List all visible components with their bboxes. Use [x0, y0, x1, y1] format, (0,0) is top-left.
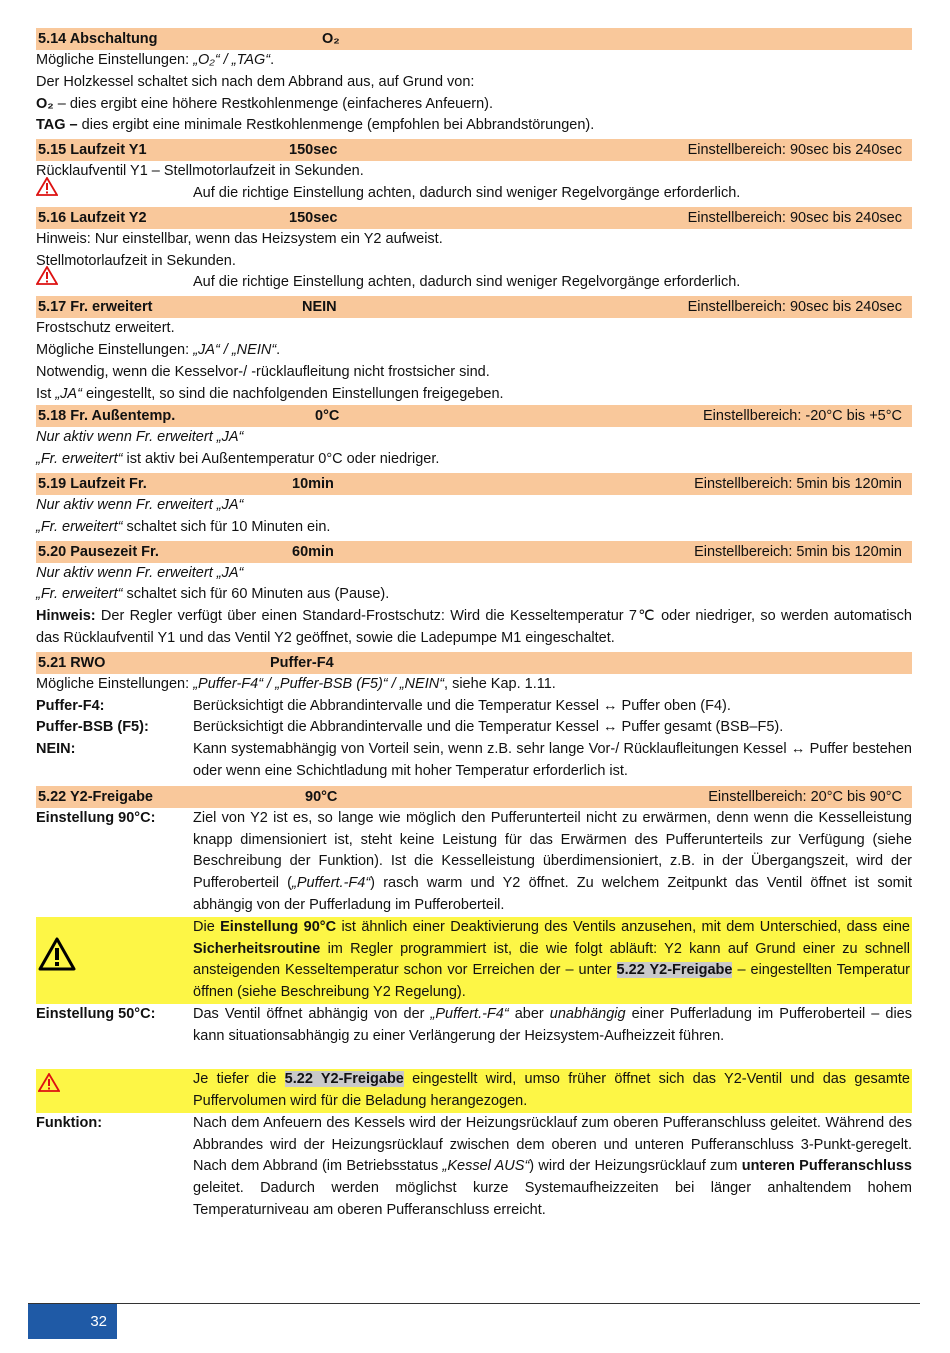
section-header-5-18 [36, 405, 912, 427]
text-line: Mögliche Einstellungen: „Puffer-F4“ / „Puffer-BSB (F5)“ / „NEIN“, siehe Kap. 1.11. [36, 675, 556, 692]
warning-line: Auf die richtige Einstellung achten, dadurch sind weniger Regelvorgänge erforderlich. [36, 272, 912, 294]
section-value: NEIN [302, 299, 337, 316]
footer-divider [28, 1303, 920, 1304]
section-range: Einstellbereich: 5min bis 120min [694, 543, 902, 560]
section-title: 5.16 Laufzeit Y2 [38, 209, 147, 226]
section-range: Einstellbereich: 5min bis 120min [694, 475, 902, 492]
section-range: Einstellbereich: 90sec bis 240sec [687, 299, 902, 316]
warning-triangle-icon [36, 266, 58, 285]
text-line: Ist „JA“ eingestellt, so sind die nachfolgenden Einstellungen freigegeben. [36, 385, 504, 402]
section-title: 5.18 Fr. Außentemp. [38, 408, 176, 425]
definition-row [36, 1004, 912, 1048]
definition-desc: Ziel von Y2 ist es, so lange wie möglich den Pufferunterteil nicht zu erwärmen, denn wenn die Kesselleistung knapp dimensioniert ist, steht keine Leistung für das Erwärmen des Pufferunterteils zur Verfügung (siehe Beschreibung der Funktion). Ist die Kesselleistung überdimensioniert, z.B. in der Übergangszeit, wird der Pufferoberteil („Puffert.-F4“) rasch warm und Y2 öffnet. Zu welchem Zeitpunkt das Ventil öffnet ist somit abhängig von der Pufferladung im Pufferoberteil. [193, 809, 912, 913]
page-number: 32 [90, 1313, 107, 1330]
section-header-5-17 [36, 296, 912, 318]
text-line: Mögliche Einstellungen: „JA“ / „NEIN“. [36, 341, 281, 358]
section-title: 5.19 Laufzeit Fr. [38, 475, 147, 492]
section-header-5-14 [36, 28, 912, 50]
text-line: „Fr. erweitert“ schaltet sich für 10 Minuten ein. [36, 518, 331, 535]
text-line: Der Holzkessel schaltet sich nach dem Abbrand aus, auf Grund von: [36, 73, 475, 90]
section-value: 60min [292, 543, 334, 560]
definition-term: Puffer-BSB (F5): [36, 719, 149, 736]
text-line: „Fr. erweitert“ schaltet sich für 60 Minuten aus (Pause). [36, 586, 390, 603]
warning-triangle-icon [36, 177, 58, 196]
definition-term: Puffer-F4: [36, 697, 105, 714]
section-range: Einstellbereich: -20°C bis +5°C [703, 408, 902, 425]
text-line: „Fr. erweitert“ ist aktiv bei Außentemperatur 0°C oder niedriger. [36, 451, 440, 468]
highlight-text: Die Einstellung 90°C ist ähnlich einer Deaktivierung des Ventils anzusehen, mit dem Unterschied, dass eine Sicherheitsroutine im Regler programmiert ist, die wie folgt abläuft: Y2 kann auf Grund einer zu schnell ansteigenden Kesseltemperatur schon vor Erreichen der – unter 5.22 Y2-Freigabe – eingestellten Temperatur öffnen (siehe Beschreibung Y2 Regelung). [193, 918, 910, 1001]
page-content [36, 28, 912, 1222]
definition-desc: Das Ventil öffnet abhängig von der „Puffert.-F4“ aber unabhängig einer Pufferladung im Pufferoberteil – dies kann situationsabhängig zu einer Verlängerung der Heizsystem-Aufheizzeit führen. [193, 1005, 913, 1044]
section-value: 150sec [289, 209, 338, 226]
definition-term: NEIN: [36, 741, 76, 758]
section-header-5-20 [36, 541, 912, 563]
section-value: Puffer-F4 [270, 654, 334, 671]
text-line: Nur aktiv wenn Fr. erweitert „JA“ [36, 564, 244, 581]
text-line: Rücklaufventil Y1 – Stellmotorlaufzeit in Sekunden. [36, 163, 364, 180]
text-line: TAG – dies ergibt eine minimale Restkohlenmenge (empfohlen bei Abbrandstörungen). [36, 117, 595, 134]
section-header-5-16 [36, 207, 912, 229]
section-title: 5.22 Y2-Freigabe [38, 788, 153, 805]
hint-paragraph: Hinweis: Der Regler verfügt über einen Standard-Frostschutz: Wird die Kesseltemperatur 7℃ oder niedriger, so werden automatisch das Rücklaufventil Y1 und das Ventil Y2 geöffnet, sowie die Ladepumpe M1 eingeschaltet. [36, 608, 912, 646]
definition-row [36, 696, 912, 718]
warning-line: Auf die richtige Einstellung achten, dadurch sind weniger Regelvorgänge erforderlich. [36, 183, 912, 205]
section-header-5-21 [36, 652, 912, 674]
section-value: 10min [292, 475, 334, 492]
highlight-box [36, 917, 912, 1004]
warning-triangle-icon [38, 1073, 60, 1092]
definition-row [36, 739, 912, 783]
section-value: 150sec [289, 142, 338, 159]
section-title: 5.14 Abschaltung [38, 31, 158, 47]
section-header-5-22 [36, 786, 912, 808]
definition-desc: Berücksichtigt die Abbrandintervalle und die Temperatur Kessel ↔ Puffer oben (F4). [193, 697, 731, 714]
section-title: 5.15 Laufzeit Y1 [38, 142, 147, 159]
highlight-box [36, 1069, 912, 1113]
section-value: O₂ [322, 31, 340, 47]
definition-desc: Kann systemabhängig von Vorteil sein, wenn z.B. sehr lange Vor-/ Rücklaufleitungen Kessel ↔ Puffer bestehen oder wenn eine Schichtladung mit hoher Temperatur erforderlich ist. [193, 741, 912, 779]
section-header-5-15 [36, 139, 912, 161]
text-line: Hinweis: Nur einstellbar, wenn das Heizsystem ein Y2 aufweist. [36, 230, 443, 247]
section-value: 0°C [315, 408, 340, 425]
page-number-box [28, 1304, 117, 1339]
text-line: Stellmotorlaufzeit in Sekunden. [36, 252, 236, 269]
definition-desc: Berücksichtigt die Abbrandintervalle und die Temperatur Kessel ↔ Puffer gesamt (BSB–F5). [193, 719, 784, 736]
definition-row [36, 1113, 912, 1222]
section-title: 5.21 RWO [38, 654, 106, 671]
section-value: 90°C [305, 788, 338, 805]
section-header-5-19 [36, 473, 912, 495]
section-title: 5.17 Fr. erweitert [38, 299, 153, 316]
text-line: Nur aktiv wenn Fr. erweitert „JA“ [36, 429, 244, 446]
section-range: Einstellbereich: 90sec bis 240sec [687, 209, 902, 226]
definition-row [36, 717, 912, 739]
warning-triangle-icon [38, 937, 76, 971]
text-line: Frostschutz erweitert. [36, 320, 175, 337]
text-line: Notwendig, wenn die Kesselvor-/ -rücklaufleitung nicht frostsicher sind. [36, 363, 490, 380]
section-range: Einstellbereich: 90sec bis 240sec [687, 142, 902, 159]
definition-term: Einstellung 90°C: [36, 809, 156, 826]
section-title: 5.20 Pausezeit Fr. [38, 543, 159, 560]
text-line: Mögliche Einstellungen: „O₂“ / „TAG“. [36, 52, 275, 68]
text-line: O₂ – dies ergibt eine höhere Restkohlenmenge (einfacheres Anfeuern). [36, 95, 494, 112]
icon-cell [36, 917, 193, 1004]
definition-term: Funktion: [36, 1114, 103, 1131]
definition-desc: Nach dem Anfeuern des Kessels wird der Heizungsrücklauf zum oberen Pufferanschluss geleitet. Während des Abbrandes wird der Heizungsrücklauf zwischen dem oberen und unteren Pufferanschluss 3-Punkt-geregelt. Nach dem Abbrand (im Betriebsstatus „Kessel AUS“) wird der Heizungsrücklauf zum unteren Pufferanschluss geleitet. Dadurch werden möglichst kurze Systemaufheizzeiten bei länger anhaltendem hohem Temperaturniveau am oberen Pufferanschluss erreicht. [193, 1114, 912, 1219]
section-range: Einstellbereich: 20°C bis 90°C [708, 788, 902, 805]
definition-row [36, 808, 912, 917]
definition-term: Einstellung 50°C: [36, 1005, 156, 1022]
highlight-text: Je tiefer die 5.22 Y2-Freigabe eingestellt wird, umso früher öffnet sich das Y2-Ventil und das gesamte Puffervolumen wird für die Beladung herangezogen. [193, 1071, 910, 1110]
icon-cell [36, 1069, 193, 1113]
text-line: Nur aktiv wenn Fr. erweitert „JA“ [36, 496, 244, 513]
